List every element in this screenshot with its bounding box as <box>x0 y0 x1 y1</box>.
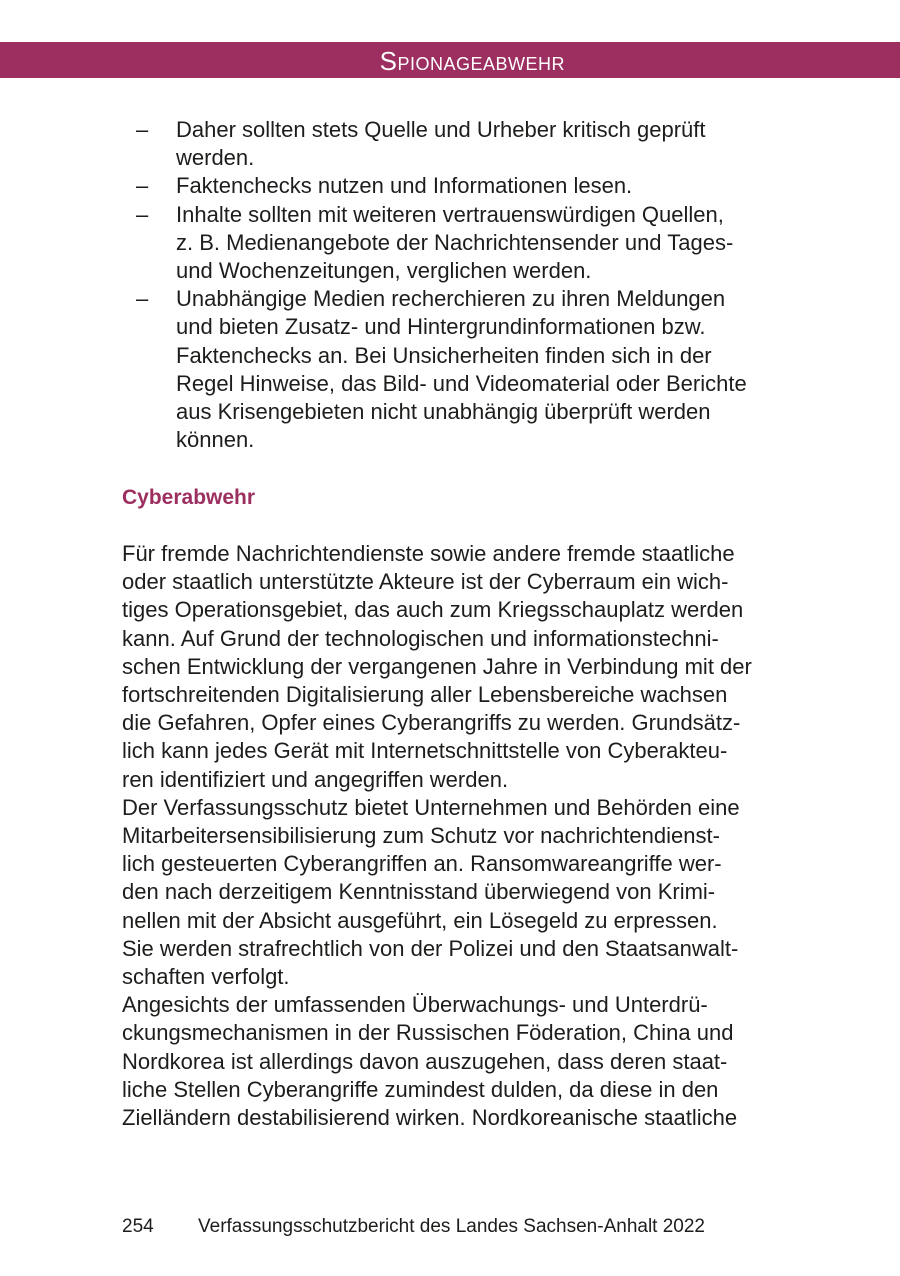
bullet-line: Unabhängige Medien recherchieren zu ihren Meldungen <box>176 286 726 312</box>
text-line: Der Verfassungsschutz bietet Unternehmen und Behörden eine <box>122 794 740 820</box>
bullet-item <box>134 172 804 200</box>
text-line: nellen mit der Absicht ausgeführt, ein Lösegeld zu erpressen. <box>122 907 718 933</box>
bullet-line: können. <box>176 427 255 453</box>
bullet-item <box>134 285 804 454</box>
bullet-line: Faktenchecks an. Bei Unsicherheiten finden sich in der <box>176 342 712 368</box>
publication-title: Verfassungsschutzbericht des Landes Sachsen-Anhalt 2022 <box>198 1216 705 1237</box>
bullet-dash: – <box>136 117 149 142</box>
bullet-line: z. B. Medienangebote der Nachrichtensender und Tages- <box>176 229 734 255</box>
bullet-dash: – <box>136 173 149 199</box>
section-heading-cyberabwehr: Cyberabwehr <box>122 486 256 509</box>
bullet-item <box>134 201 804 286</box>
text-line: kann. Auf Grund der technologischen und informationstechni- <box>122 625 719 651</box>
text-line: Angesichts der umfassenden Überwachungs- und Unterdrü- <box>122 992 708 1018</box>
text-line: schaften verfolgt. <box>122 964 290 990</box>
paragraph <box>122 794 802 991</box>
page-footer <box>122 1214 705 1240</box>
text-line: ren identifiziert und angegriffen werden. <box>122 766 509 792</box>
text-line: oder staatlich unterstützte Akteure ist der Cyberraum ein wich- <box>122 569 729 595</box>
bullet-line: und bieten Zusatz- und Hintergrundinformationen bzw. <box>176 314 706 340</box>
text-line: Sie werden strafrechtlich von der Polizei und den Staatsanwalt- <box>122 935 739 961</box>
bullet-dash: – <box>136 201 149 227</box>
bullet-item <box>134 116 804 172</box>
text-line: liche Stellen Cyberangriffe zumindest dulden, da diese in den <box>122 1076 719 1102</box>
text-line: Zielländern destabilisierend wirken. Nordkoreanische staatliche <box>122 1105 738 1131</box>
text-line: Mitarbeitersensibilisierung zum Schutz vor nachrichtendienst- <box>122 823 720 849</box>
page-number: 254 <box>122 1216 154 1237</box>
text-line: fortschreitenden Digitalisierung aller Lebensbereiche wachsen <box>122 682 728 708</box>
bullet-line: Faktenchecks nutzen und Informationen lesen. <box>176 173 633 199</box>
section-header-title: Spionageabwehr <box>379 46 565 76</box>
text-line: tiges Operationsgebiet, das auch zum Kriegsschauplatz werden <box>122 597 744 623</box>
text-line: den nach derzeitigem Kenntnisstand überwiegend von Krimi- <box>122 879 716 905</box>
paragraph <box>122 991 802 1132</box>
text-line: die Gefahren, Opfer eines Cyberangriffs zu werden. Grundsätz- <box>122 710 741 736</box>
bullet-line: und Wochenzeitungen, verglichen werden. <box>176 258 592 284</box>
paragraph <box>122 540 802 794</box>
bullet-line: Regel Hinweise, das Bild- und Videomaterial oder Berichte <box>176 370 747 396</box>
bullet-list <box>134 116 804 454</box>
bullet-dash: – <box>136 286 149 312</box>
bullet-line: Inhalte sollten mit weiteren vertrauenswürdigen Quellen, <box>176 201 724 227</box>
text-line: Für fremde Nachrichtendienste sowie andere fremde staatliche <box>122 541 735 566</box>
text-line: lich kann jedes Gerät mit Internetschnittstelle von Cyberakteu- <box>122 738 728 764</box>
text-line: schen Entwicklung der vergangenen Jahre in Verbindung mit der <box>122 653 752 679</box>
text-line: ckungsmechanismen in der Russischen Föderation, China und <box>122 1020 734 1046</box>
text-line: Nordkorea ist allerdings davon auszugehen, dass deren staat- <box>122 1048 728 1074</box>
bullet-line: Daher sollten stets Quelle und Urheber kritisch geprüft <box>176 117 706 142</box>
bullet-line: aus Krisengebieten nicht unabhängig überprüft werden <box>176 399 711 425</box>
body-text <box>122 540 802 1132</box>
text-line: lich gesteuerten Cyberangriffen an. Ransomwareangriffe wer- <box>122 851 722 877</box>
bullet-line: werden. <box>176 145 255 171</box>
